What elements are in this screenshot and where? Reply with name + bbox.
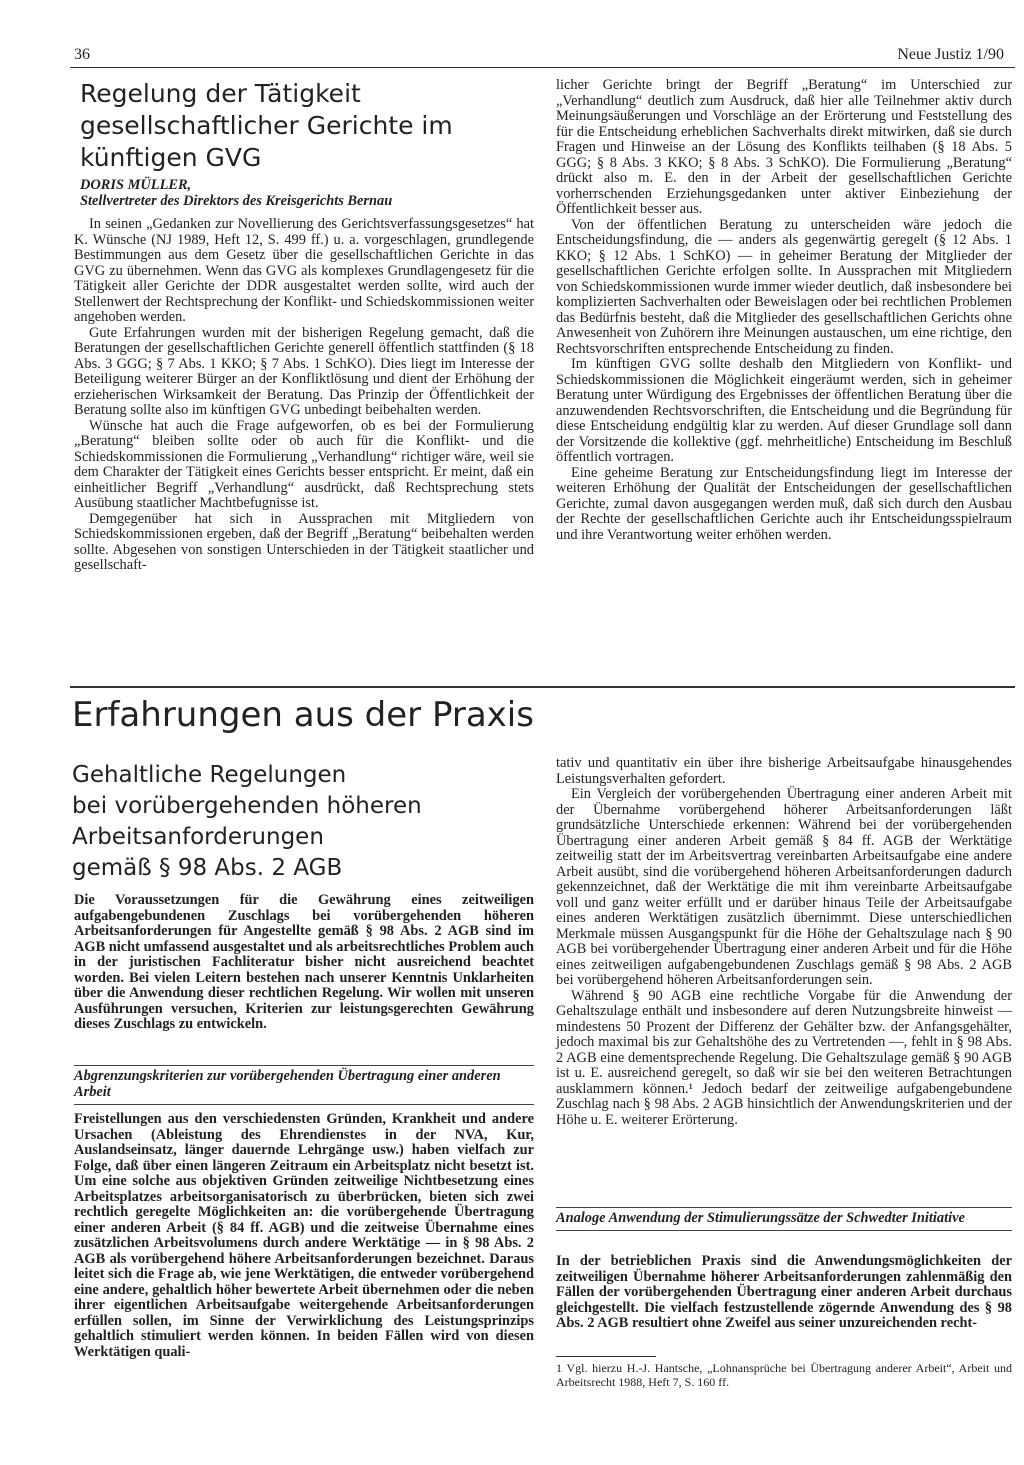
article2-title-line: bei vorübergehenden höheren	[72, 793, 422, 819]
footnote: 1 Vgl. hierzu H.-J. Hantsche, „Lohnansprüche bei Übertragung anderer Arbeit“, Arbeit und Arbeitsrecht 1988, Heft 7, S. 160 ff.	[556, 1361, 1012, 1389]
article1-author	[80, 177, 550, 209]
article2-paragraph: tativ und quantitativ ein über ihre bisherige Arbeitsaufgabe hinausgehendes Leistungsverhalten gefordert.	[556, 755, 1012, 787]
author-role: Stellvertreter des Direktors des Kreisgerichts Bernau	[80, 193, 393, 209]
article2-paragraph: Ein Vergleich der vorübergehenden Übertragung einer anderen Arbeit mit der Übernahme vorübergehend höherer Arbeitsanforderungen läßt grundsätzliche Unterschiede erkennen: Während bei der vorübergehenden Übertragung einer anderen Arbeit gemäß § 84 ff. AGB der Werktätige zeitweilig statt der im Arbeitsvertrag vereinbarten Arbeitsaufgabe eine andere Arbeit ausübt, sind die vorübergehend höheren Arbeitsanforderungen dadurch gekennzeichnet, daß der Werktätige die mit ihm vereinbarte Arbeitsaufgabe voll und ganz weiter erfüllt und er darüber hinaus Teile der Arbeitsaufgabe eines anderen Werktätigen zusätzlich übernimmt. Diese unterschiedlichen Merkmale müssen Ausgangspunkt für die Höhe der Gehaltszulage nach § 90 AGB bei vorübergehender Übertragung einer anderen Arbeit und für die Höhe eines zeitweiligen aufgabengebundenen Zuschlags gemäß § 98 Abs. 2 AGB bei vorübergehend höheren Arbeitsanforderungen sein.	[556, 786, 1012, 988]
article1-title: Regelung der Tätigkeit gesellschaftlicher Gerichte im künftigen GVG	[80, 79, 453, 172]
article1-column-right	[556, 78, 1012, 543]
article1-paragraph: licher Gerichte bringt der Begriff „Beratung“ im Unterschied zur „Verhandlung“ deutlich zum Ausdruck, daß hier alle Teilnehmer aktiv durch Meinungsäußerungen und Vorschläge an der Erörterung und Feststellung des für die Entscheidung erheblichen Sachverhalts direkt mitwirken, daß sie durch Fragen und Hinweise an der Lösung des Konflikts teilhaben (§ 18 Abs. 5 GGG; § 8 Abs. 3 KKO; § 8 Abs. 3 SchKO). Die Formulierung „Beratung“ drückt also m. E. den in der Arbeit der gesellschaftlichen Gerichte vorherrschenden Erziehungsgedanken unter aktiver Einbeziehung der Öffentlichkeit besser aus.	[556, 77, 1012, 217]
section-title: Erfahrungen aus der Praxis	[72, 695, 534, 735]
article1-paragraph: Von der öffentlichen Beratung zu unterscheiden wäre jedoch die Entscheidungsfindung, die — anders als gegenwärtig geregelt (§ 12 Abs. 1 KKO; § 12 Abs. 1 SchKO) — in geheimer Beratung der Mitglieder der gesellschaftlichen Gerichte erfolgen sollte. In Aussprachen mit Mitgliedern von Schiedskommissionen wurde immer wieder deutlich, daß insbesondere bei komplizierten Sachverhalten oder Beweislagen oder bei rechtlichen Problemen das Bedürfnis besteht, daß die Mitglieder des gesellschaftlichen Gerichts ohne Anwesenheit von Zuhörern ihre Meinungen austauschen, um eine richtige, den Rechtsvorschriften entsprechende Entscheidung zu finden.	[556, 216, 1012, 357]
article2-subheading-1: Abgrenzungskriterien zur vorübergehenden Übertragung einer anderen Arbeit	[74, 1065, 534, 1105]
author-name: DORIS MÜLLER,	[80, 177, 192, 193]
article1-paragraph: Eine geheime Beratung zur Entscheidungsfindung liegt im Interesse der weiteren Erhöhung der Qualität der Entscheidungen der gesellschaftlichen Gerichte, zumal davon ausgegangen werden muß, daß sich durch den Ausbau der Rechte der gesellschaftlichen Gerichte auch ihr Entscheidungsspielraum und ihre Verantwortung weiter erhöhen werden.	[556, 464, 1012, 543]
article2-subheading-2: Analoge Anwendung der Stimulierungssätze der Schwedter Initiative	[556, 1207, 1012, 1231]
journal-title: Neue Justiz 1/90	[897, 46, 1004, 63]
article1-paragraph: In seinen „Gedanken zur Novellierung des Gerichtsverfassungsgesetzes“ hat K. Wünsche (NJ 1989, Heft 12, S. 499 ff.) u. a. vorgeschlagen, grundlegende Bestimmungen aus dem Gesetz über die gesellschaftlichen Gerichte in das GVG zu übernehmen. Wenn das GVG als komplexes Grundlagengesetz für die Tätigkeit aller Gerichte der DDR ausgestaltet werden sollte, wird auch der Stellenwert der Rechtsprechung der Konflikt- und Schiedskommissionen weiter angehoben werden.	[74, 216, 534, 325]
article2-body-right	[556, 756, 1012, 1128]
article2-title-line: Gehaltliche Regelungen	[72, 762, 347, 788]
article2-lead	[74, 893, 534, 1033]
article2-paragraph: Freistellungen aus den verschiedensten Gründen, Krankheit und andere Ursachen (Ableistung des Ehrendienstes in der NVA, Kur, Auslandseinsatz, länger dauernde Lehrgänge usw.) haben vielfach zur Folge, daß über einen längeren Zeitraum ein Arbeitsplatz nicht besetzt ist. Um eine solche aus objektiven Gründen zeitweilige Nichtbesetzung eines Arbeitsplatzes arbeitsorganisatorisch zu überbrücken, bieten sich zwei rechtlich geregelte Möglichkeiten an: die vorübergehende Übertragung einer anderen Arbeit (§ 84 ff. AGB) und die zeitweise Übernahme eines zusätzlichen Arbeitsvolumens durch andere Werktätige — in § 98 Abs. 2 AGB als vorübergehend höhere Arbeitsanforderungen bezeichnet. Daraus leitet sich die Frage ab, wie jene Werktätigen, die entweder vorübergehend eine andere, gehaltlich höher bewertete Arbeit übernehmen oder die neben ihrer eigentlichen Arbeitsaufgabe weitergehende Arbeitsanforderungen erfüllen sollen, im Sinne der Verwirklichung des Leistungsprinzips gehaltlich stimuliert werden können. In beiden Fällen wird von diesen Werktätigen quali-	[74, 1111, 534, 1360]
header-rule	[70, 67, 1015, 68]
section-rule	[70, 686, 1015, 688]
article2-paragraph: Während § 90 AGB eine rechtliche Vorgabe für die Anwendung der Gehaltszulage enthält und insbesondere auf deren Nutzungsbreite hinweist — mindestens 50 Prozent der Differenz der Gehälter bzw. der Anfangsgehälter, jedoch maximal bis zur Gehaltshöhe des zu Vertretenden —, fehlt in § 98 Abs. 2 AGB eine dementsprechende Regelung. Die Gehaltszulage gemäß § 90 AGB ist u. E. ausreichend geregelt, so daß wir sie bei den weiteren Betrachtungen ausklammern können.¹ Jedoch bedarf der zeitweilige aufgabengebundene Zuschlag nach § 98 Abs. 2 AGB hinsichtlich der Anwendungskriterien und der Höhe u. E. weiterer Erörterung.	[556, 987, 1012, 1128]
article2-paragraph: In der betrieblichen Praxis sind die Anwendungsmöglichkeiten der zeitweiligen Übernahme höherer Arbeitsanforderungen zahlenmäßig den Fällen der vorübergehenden Übertragung einer anderen Arbeit durchaus gleichgestellt. Die vielfach festzustellende zögernde Anwendung des § 98 Abs. 2 AGB resultiert ohne Zweifel aus seiner unzureichenden recht-	[556, 1253, 1012, 1331]
article2-title	[72, 760, 532, 884]
article2-body-right-end	[556, 1254, 1012, 1332]
article1-column-left	[74, 217, 534, 574]
article2-title-line: gemäß § 98 Abs. 2 AGB	[72, 855, 343, 881]
article1-paragraph: Demgegenüber hat sich in Aussprachen mit Mitgliedern von Schiedskommissionen ergeben, daß der Begriff „Beratung“ beibehalten werden sollte. Abgesehen von sonstigen Unterschieden in der Tätigkeit staatlicher und gesellschaft-	[74, 510, 534, 573]
article2-body-left	[74, 1112, 534, 1360]
article2-lead-text: Die Voraussetzungen für die Gewährung eines zeitweiligen aufgabengebundenen Zuschlags bei vorübergehenden höheren Arbeitsanforderungen für Angestellte gemäß § 98 Abs. 2 AGB sind im AGB nicht umfassend ausgestaltet und als arbeitsrechtliches Problem auch in der juristischen Fachliteratur bisher nicht ausreichend beachtet worden. Bei vielen Leitern bestehen nach unserer Kenntnis Unklarheiten über die Anwendung dieser rechtlichen Regelung. Wir wollen mit unseren Ausführungen versuchen, Kriterien zur leistungsgerechten Gewährung dieses Zuschlags zu entwickeln.	[74, 892, 534, 1032]
page-number: 36	[74, 46, 90, 63]
article2-title-line: Arbeitsanforderungen	[72, 824, 324, 850]
footnote-rule	[556, 1356, 656, 1357]
article1-paragraph: Im künftigen GVG sollte deshalb den Mitgliedern von Konflikt- und Schiedskommissionen die Möglichkeit eingeräumt werden, sich in geheimer Beratung unter Würdigung des Ergebnisses der öffentlichen Beratung über die anzuwendenden Rechtsvorschriften, die Entscheidung und die Begründung für diese Entscheidung endgültig klar zu werden. Auf dieser Grundlage soll dann der Vorsitzende die kollektive (ggf. mehrheitliche) Entscheidung im Beschluß öffentlich vortragen.	[556, 356, 1012, 465]
article1-paragraph: Gute Erfahrungen wurden mit der bisherigen Regelung gemacht, daß die Beratungen der gesellschaftlichen Gerichte generell öffentlich stattfinden (§ 18 Abs. 3 GGG; § 7 Abs. 1 KKO; § 7 Abs. 1 SchKO). Dies liegt im Interesse der Beteiligung weiterer Bürger an der Konfliktlösung und dient der Erhöhung der erzieherischen Wirksamkeit der Beratung. Das Prinzip der Öffentlichkeit der Beratung sollte also im künftigen GVG unbedingt beibehalten werden.	[74, 324, 534, 418]
article1-paragraph: Wünsche hat auch die Frage aufgeworfen, ob es bei der Formulierung „Beratung“ bleiben sollte oder ob auch für die Konflikt- und die Schiedskommissionen die Formulierung „Verhandlung“ richtiger wäre, weil sie dem Charakter der Tätigkeit eines Gerichts besser entspricht. Er meint, daß ein einheitlicher Begriff „Verhandlung“ ausdrückt, daß Rechtsprechung stets Ausübung staatlicher Machtbefugnisse ist.	[74, 417, 534, 511]
